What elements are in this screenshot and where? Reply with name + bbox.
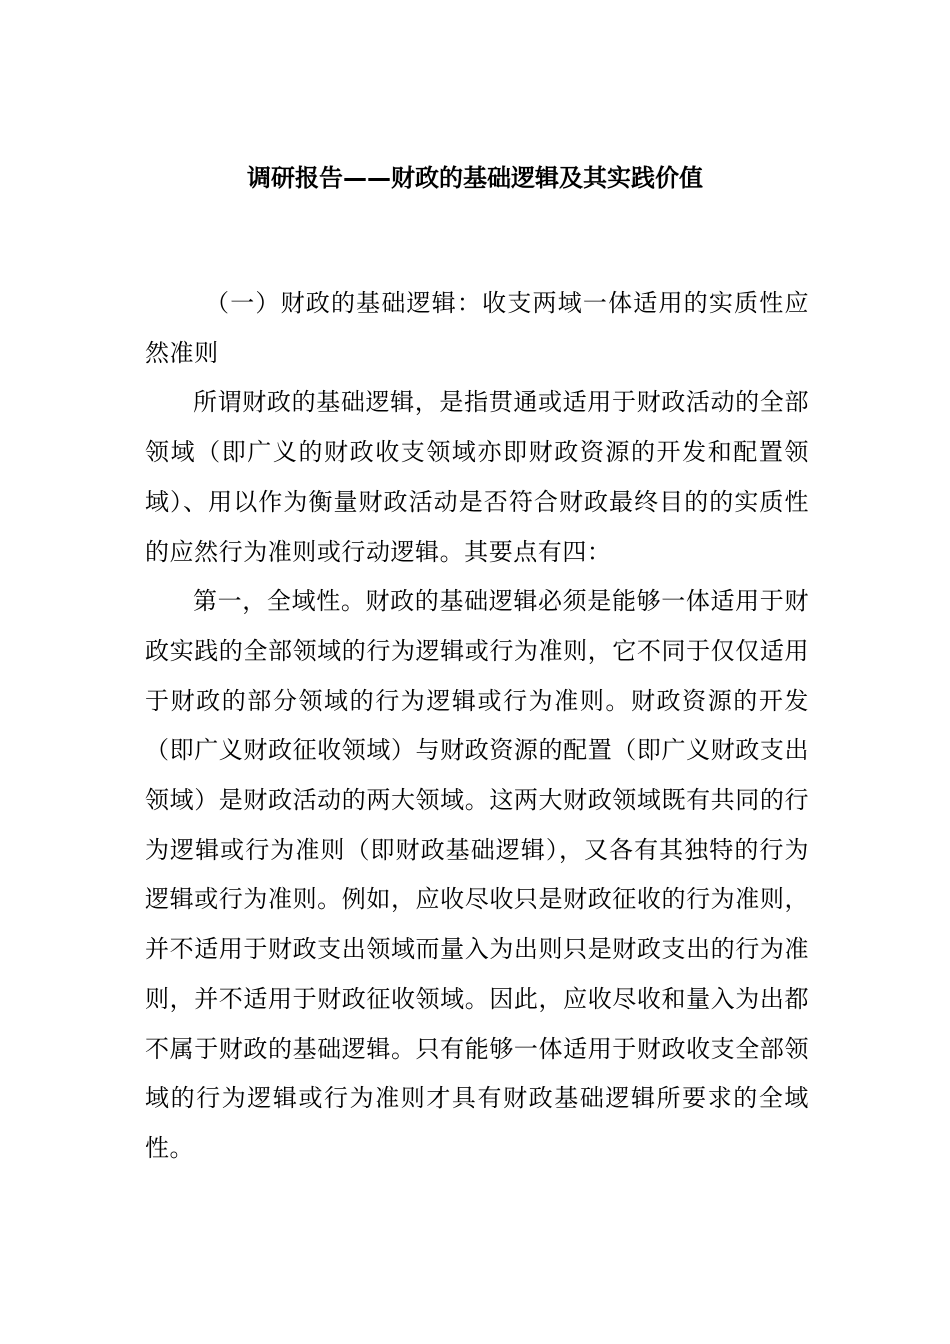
paragraph-definition: 所谓财政的基础逻辑，是指贯通或适用于财政活动的全部领域（即广义的财政收支领域亦即财政资源的开发和配置领域）、用以作为衡量财政活动是否符合财政最终目的的实质性的应然行为准则或行动逻辑。其要点有四： — [145, 388, 809, 566]
paragraph-first-point: 第一，全域性。财政的基础逻辑必须是能够一体适用于财政实践的全部领域的行为逻辑或行为准则，它不同于仅仅适用于财政的部分领域的行为逻辑或行为准则。财政资源的开发（即广义财政征收领域）与财政资源的配置（即广义财政支出领域）是财政活动的两大领域。这两大财政领域既有共同的行为逻辑或行为准则（即财政基础逻辑），又各有其独特的行为逻辑或行为准则。例如，应收尽收只是财政征收的行为准则，并不适用于财政支出领域而量入为出则只是财政支出的行为准则，并不适用于财政征收领域。因此，应收尽收和量入为出都不属于财政的基础逻辑。只有能够一体适用于财政收支全部领域的行为逻辑或行为准则才具有财政基础逻辑所要求的全域性。 — [145, 587, 809, 1162]
document-body — [145, 279, 809, 1174]
document-title: 调研报告——财政的基础逻辑及其实践价值 — [247, 164, 703, 192]
section-heading: （一）财政的基础逻辑：收支两域一体适用的实质性应然准则 — [145, 289, 809, 367]
